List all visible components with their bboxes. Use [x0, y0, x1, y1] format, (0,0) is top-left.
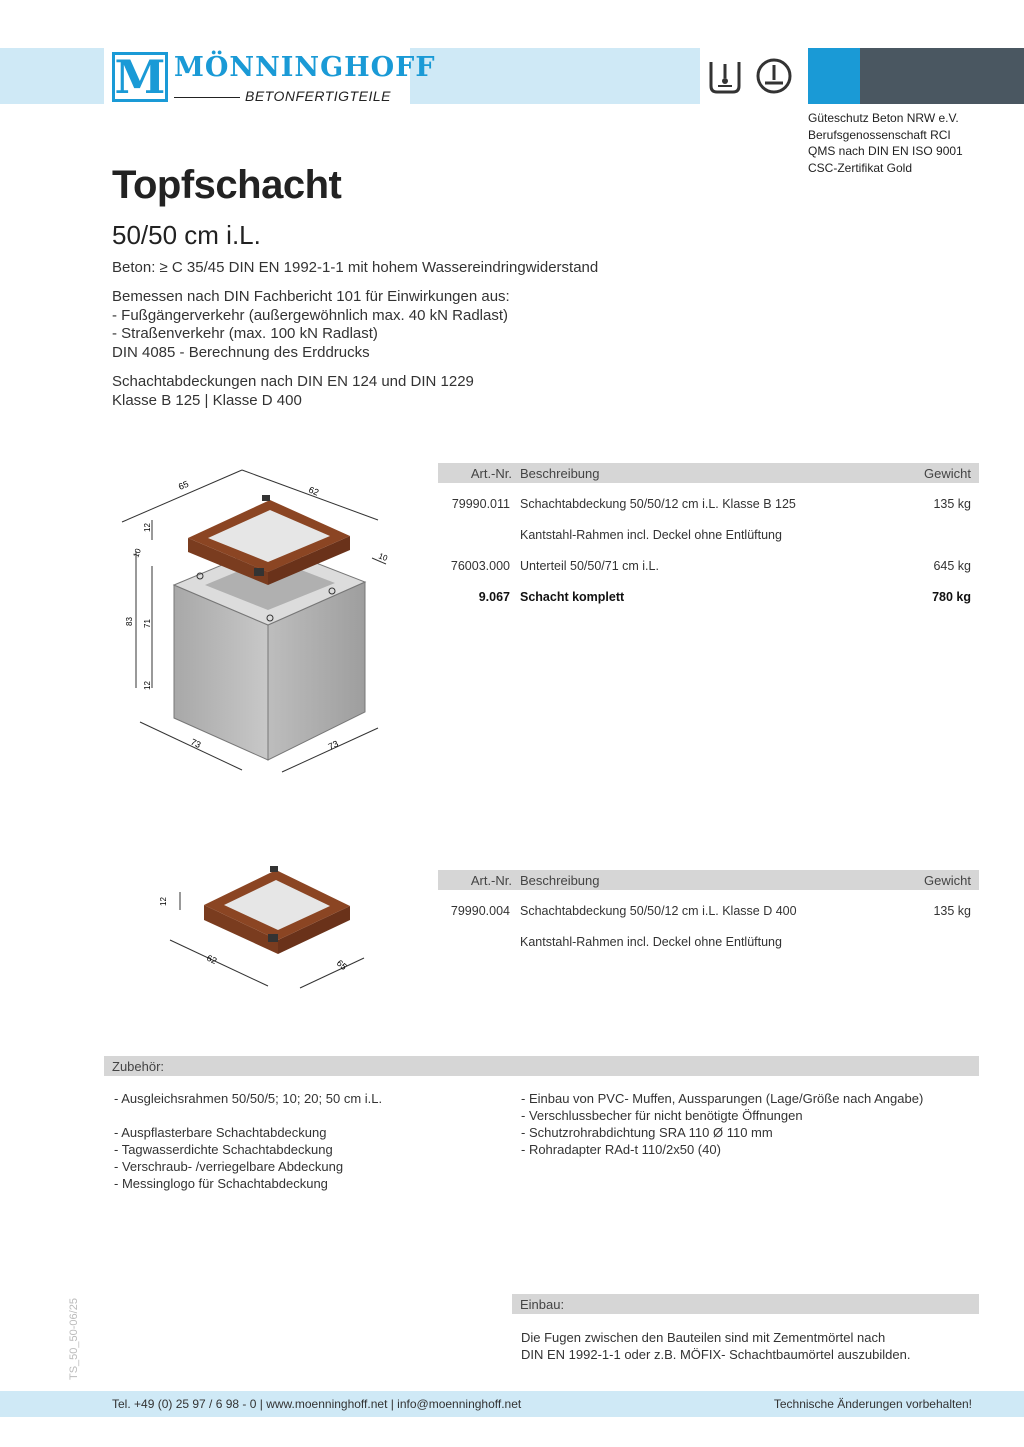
einbau-line: Die Fugen zwischen den Bauteilen sind mit Zementmörtel nach — [521, 1330, 886, 1345]
th-desc: Beschreibung — [520, 466, 600, 481]
cert-item: Berufsgenossenschaft RCI — [808, 127, 951, 142]
safety-seal-icon — [754, 56, 794, 96]
dim-cover-left: 62 — [205, 952, 219, 967]
zubehoer-list-left — [114, 1090, 504, 1192]
cell-desc: Schachtabdeckung 50/50/12 cm i.L. Klasse D 400 — [520, 904, 797, 918]
dim-top-left: 65 — [177, 478, 191, 492]
cover-line: Schachtabdeckungen nach DIN EN 124 und DIN 1229 — [112, 373, 474, 390]
table1-body — [438, 494, 979, 618]
dim-cover-right: 65 — [334, 957, 349, 972]
quality-seal-icon — [705, 56, 745, 96]
zubehoer-list-right — [521, 1090, 979, 1158]
cell-weight: 135 kg — [933, 904, 971, 918]
th-art: Art.-Nr. — [470, 873, 512, 888]
list-item: - Einbau von PVC- Muffen, Aussparungen (Lage/Größe nach Angabe) — [521, 1091, 924, 1106]
cell-weight: 780 kg — [932, 590, 971, 604]
brand-name: MÖNNINGHOFF — [174, 52, 436, 83]
table-row-total — [438, 587, 979, 618]
brand-subtitle: BETONFERTIGTEILE — [245, 88, 391, 104]
table-row — [438, 932, 979, 963]
table2-header — [438, 870, 979, 890]
footer-contact: Tel. +49 (0) 25 97 / 6 98 - 0 | www.moenninghoff.net | info@moenninghoff.net — [112, 1397, 522, 1411]
zubehoer-header: Zubehör: — [104, 1056, 979, 1076]
list-item: - Verschlussbecher für nicht benötigte Öffnungen — [521, 1108, 803, 1123]
beton-spec: Beton: ≥ C 35/45 DIN EN 1992-1-1 mit hohem Wassereindringwiderstand — [112, 259, 599, 276]
cell-desc: Schachtabdeckung 50/50/12 cm i.L. Klasse B 125 — [520, 497, 796, 511]
certification-list — [808, 110, 963, 176]
einbau-text — [521, 1329, 979, 1363]
dim-base-height: 71 — [143, 619, 152, 628]
list-item: - Ausgleichsrahmen 50/50/5; 10; 20; 50 cm i.L. — [114, 1091, 383, 1106]
logo-letter: M — [114, 50, 166, 104]
cert-item: QMS nach DIN EN ISO 9001 — [808, 144, 963, 158]
table-row — [438, 494, 979, 525]
einbau-line: DIN EN 1992-1-1 oder z.B. MÖFIX- Schachtbaumörtel auszubilden. — [521, 1347, 911, 1362]
product-size: 50/50 cm i.L. — [112, 220, 261, 250]
cert-item: CSC-Zertifikat Gold — [808, 160, 913, 175]
dim-cover-height: 12 — [159, 897, 168, 906]
dim-lid-height: 12 — [143, 523, 152, 532]
shaft-drawing — [110, 460, 410, 790]
list-item: - Rohradapter RAd-t 110/2x50 (40) — [521, 1142, 721, 1157]
header-blue-block — [808, 48, 860, 104]
dim-wall-left: 10 — [131, 547, 143, 559]
design-line: Bemessen nach DIN Fachbericht 101 für Einwirkungen aus: — [112, 288, 510, 305]
cover-drawing — [150, 860, 370, 995]
th-weight: Gewicht — [924, 466, 971, 481]
logo-mark — [112, 52, 168, 102]
footer-note: Technische Änderungen vorbehalten! — [773, 1397, 972, 1411]
brand-underline — [174, 97, 240, 98]
cell-weight: 135 kg — [933, 497, 971, 511]
dim-bottom-right: 73 — [326, 738, 340, 752]
cert-item: Güteschutz Beton NRW e.V. — [808, 111, 959, 125]
list-spacer — [114, 1107, 504, 1124]
einbau-header: Einbau: — [512, 1294, 979, 1314]
list-item: - Verschraub- /verriegelbare Abdeckung — [114, 1159, 344, 1174]
cover-line: Klasse B 125 | Klasse D 400 — [112, 391, 302, 409]
th-weight: Gewicht — [924, 873, 971, 888]
table-row — [438, 525, 979, 556]
document-code: TS_50_50-06/25 — [68, 1298, 80, 1380]
cell-art: 79990.004 — [450, 904, 510, 918]
design-line: - Straßenverkehr (max. 100 kN Radlast) — [112, 325, 378, 342]
list-item: - Tagwasserdichte Schachtabdeckung — [114, 1142, 333, 1157]
cell-desc: Unterteil 50/50/71 cm i.L. — [520, 559, 659, 573]
th-art: Art.-Nr. — [470, 466, 512, 481]
page-title: Topfschacht — [112, 163, 342, 207]
dim-bottom-height: 12 — [143, 681, 152, 690]
dim-bottom-left: 73 — [189, 736, 203, 751]
cover-spec — [112, 373, 474, 410]
dim-top-right: 62 — [307, 484, 321, 498]
cell-art: 76003.000 — [450, 559, 510, 573]
table1-header — [438, 463, 979, 483]
list-item: - Messinglogo für Schachtabdeckung — [114, 1176, 328, 1191]
dim-total-height: 83 — [125, 617, 134, 626]
th-desc: Beschreibung — [520, 873, 600, 888]
dim-wall-right: 10 — [377, 551, 389, 563]
cell-desc: Kantstahl-Rahmen incl. Deckel ohne Entlüftung — [520, 935, 782, 949]
table-row — [438, 901, 979, 932]
cell-art: 9.067 — [478, 590, 510, 604]
cell-weight: 645 kg — [933, 559, 971, 573]
cell-desc: Schacht komplett — [520, 590, 625, 604]
header-dark-block — [860, 48, 1024, 104]
design-line: - Fußgängerverkehr (außergewöhnlich max. 40 kN Radlast) — [112, 306, 508, 324]
list-item: - Auspflasterbare Schachtabdeckung — [114, 1125, 327, 1140]
design-line: DIN 4085 - Berechnung des Erddrucks — [112, 343, 370, 361]
table2-body — [438, 901, 979, 963]
cell-desc: Kantstahl-Rahmen incl. Deckel ohne Entlüftung — [520, 528, 782, 542]
list-item: - Schutzrohrabdichtung SRA 110 Ø 110 mm — [521, 1125, 773, 1140]
table-row — [438, 556, 979, 587]
cell-art: 79990.011 — [451, 497, 510, 511]
design-spec — [112, 288, 510, 362]
